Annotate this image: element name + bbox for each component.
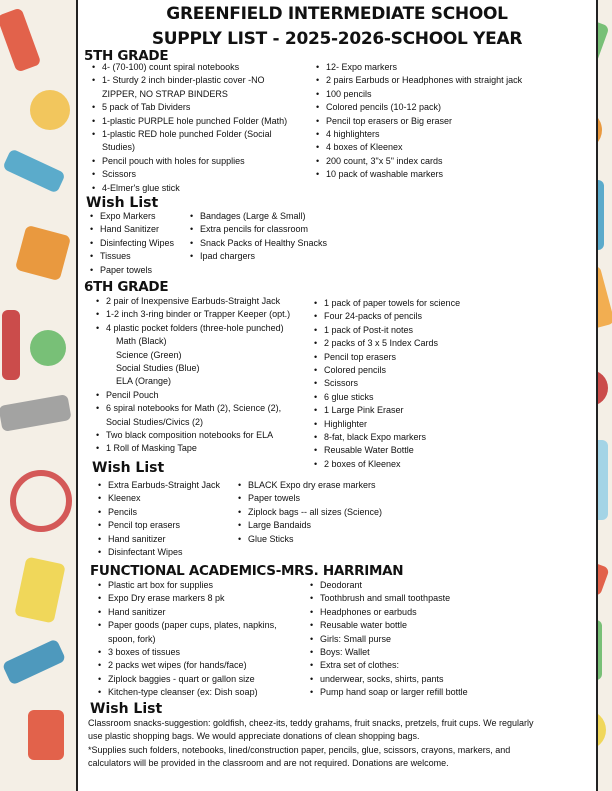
list-item: • Paper goods (paper cups, plates, napkins, spoon, fork) <box>98 619 298 646</box>
grade5-wish-left <box>90 210 190 277</box>
list-item: • 6 spiral notebooks for Math (2), Science (2), Social Studies/Civics (2) <box>96 402 306 429</box>
grade5-heading: 5TH GRADE <box>84 48 169 64</box>
list-item: • Tissues <box>90 250 190 263</box>
functional-heading: FUNCTIONAL ACADEMICS-MRS. HARRIMAN <box>90 563 404 579</box>
functional-list-right <box>310 579 530 700</box>
list-item: • 2 packs of 3 x 5 Index Cards <box>314 337 554 350</box>
list-item: • Boys: Wallet <box>310 646 530 659</box>
list-item: • Kitchen-type cleanser (ex: Dish soap) <box>98 686 298 699</box>
list-item: • Glue Sticks <box>238 533 478 546</box>
list-item: • 2 pairs Earbuds or Headphones with straight jack <box>316 74 586 87</box>
grade5-list-right <box>316 61 586 182</box>
list-item: • 12- Expo markers <box>316 61 586 74</box>
grade6-wish-right <box>238 479 478 546</box>
list-item: • Reusable Water Bottle <box>314 444 554 457</box>
grade6-list-left <box>96 295 306 456</box>
list-item: • 1- Sturdy 2 inch binder-plastic cover -NO ZIPPER, NO STRAP BINDERS <box>92 74 292 101</box>
list-item: • BLACK Expo dry erase markers <box>238 479 478 492</box>
list-item: • 1 Roll of Masking Tape <box>96 442 306 455</box>
list-item: • 3 boxes of tissues <box>98 646 298 659</box>
grade6-wish-heading: Wish List <box>92 460 165 476</box>
list-item: • Large Bandaids <box>238 519 478 532</box>
list-item: • Extra Earbuds-Straight Jack <box>98 479 233 492</box>
list-item: • 1-plastic PURPLE hole punched Folder (Math) <box>92 115 292 128</box>
list-item: • Toothbrush and small toothpaste <box>310 592 530 605</box>
list-item: • Ziplock baggies - quart or gallon size <box>98 673 298 686</box>
school-title: GREENFIELD INTERMEDIATE SCHOOL <box>166 4 508 24</box>
list-item: • underwear, socks, shirts, pants <box>310 673 530 686</box>
list-item: • Two black composition notebooks for ELA <box>96 429 306 442</box>
list-item: • Hand sanitizer <box>98 533 233 546</box>
list-item: • 5 pack of Tab Dividers <box>92 101 292 114</box>
list-item: • 4 highlighters <box>316 128 586 141</box>
folder-item: Social Studies (Blue) <box>116 363 200 374</box>
folder-item: ELA (Orange) <box>116 376 172 387</box>
list-item: • Paper towels <box>238 492 478 505</box>
list-item: • Ziplock bags -- all sizes (Science) <box>238 506 478 519</box>
list-item: • Four 24-packs of pencils <box>314 310 554 323</box>
grade5-wish-right <box>190 210 370 264</box>
list-item: • 1-plastic RED hole punched Folder (Social Studies) <box>92 128 292 155</box>
supply-list-page <box>76 0 598 791</box>
grade5-list-left <box>92 61 292 195</box>
list-item: • 2 pair of Inexpensive Earbuds-Straight Jack <box>96 295 306 308</box>
list-item: • Expo Markers <box>90 210 190 223</box>
list-item: • 8-fat, black Expo markers <box>314 431 554 444</box>
list-item: • Pencil top erasers <box>314 351 554 364</box>
folder-item: Math (Black) <box>116 336 167 347</box>
list-item: • 4 plastic pocket folders (three-hole punched) <box>96 322 306 335</box>
list-item: • Paper towels <box>90 264 190 277</box>
list-item: • 200 count, 3"x 5" index cards <box>316 155 586 168</box>
list-item: • Colored pencils (10-12 pack) <box>316 101 586 114</box>
supplies-note: *Supplies such folders, notebooks, lined/construction paper, pencils, glue, scissors, crayons, markers, and calculators will be provided in the classroom and are not required. Donations are welcome. <box>88 745 511 769</box>
functional-wish-heading: Wish List <box>90 701 163 717</box>
doodle-border-left <box>0 0 80 791</box>
functional-list-left <box>98 579 298 700</box>
list-item: • 1 Large Pink Eraser <box>314 404 554 417</box>
grade5-wish-heading: Wish List <box>86 195 159 211</box>
list-item: • 1-2 inch 3-ring binder or Trapper Keeper (opt.) <box>96 308 306 321</box>
list-item: • Girls: Small purse <box>310 633 530 646</box>
list-item: • 4- (70-100) count spiral notebooks <box>92 61 292 74</box>
list-item: • Pencils <box>98 506 233 519</box>
list-item: • Deodorant <box>310 579 530 592</box>
list-item: • Extra set of clothes: <box>310 659 530 672</box>
list-item: • Scissors <box>314 377 554 390</box>
list-item: • Plastic art box for supplies <box>98 579 298 592</box>
list-item: • 4-Elmer's glue stick <box>92 182 292 195</box>
list-item: • 2 boxes of Kleenex <box>314 458 554 471</box>
list-item: • 6 glue sticks <box>314 391 554 404</box>
list-item: • Bandages (Large & Small) <box>190 210 370 223</box>
list-item: • Extra pencils for classroom <box>190 223 370 236</box>
list-item: • Reusable water bottle <box>310 619 530 632</box>
list-item: • Ipad chargers <box>190 250 370 263</box>
list-item: • 1 pack of Post-it notes <box>314 324 554 337</box>
list-item: • 10 pack of washable markers <box>316 168 586 181</box>
list-item: • Pencil top erasers <box>98 519 233 532</box>
list-item: • Pump hand soap or larger refill bottle <box>310 686 530 699</box>
list-item: • 2 packs wet wipes (for hands/face) <box>98 659 298 672</box>
list-item: • Pencil pouch with holes for supplies <box>92 155 292 168</box>
list-item: • Headphones or earbuds <box>310 606 530 619</box>
list-item: • Highlighter <box>314 418 554 431</box>
list-item: • Hand Sanitizer <box>90 223 190 236</box>
list-item: • Snack Packs of Healthy Snacks <box>190 237 370 250</box>
grade6-wish-left <box>98 479 233 559</box>
list-item: • 4 boxes of Kleenex <box>316 141 586 154</box>
list-item: • Pencil Pouch <box>96 389 306 402</box>
list-item: • Scissors <box>92 168 292 181</box>
list-title: SUPPLY LIST - 2025-2026-SCHOOL YEAR <box>151 29 523 49</box>
list-item: • Kleenex <box>98 492 233 505</box>
list-item: • 100 pencils <box>316 88 586 101</box>
list-item: • Hand sanitizer <box>98 606 298 619</box>
list-item: • Pencil top erasers or Big eraser <box>316 115 586 128</box>
list-item: • Expo Dry erase markers 8 pk <box>98 592 298 605</box>
list-item: • Disinfecting Wipes <box>90 237 190 250</box>
list-item: • Disinfectant Wipes <box>98 546 233 559</box>
grade6-heading: 6TH GRADE <box>84 279 169 295</box>
folder-item: Science (Green) <box>116 349 182 360</box>
list-item: • Colored pencils <box>314 364 554 377</box>
grade6-list-right <box>314 297 554 471</box>
snacks-note: Classroom snacks-suggestion: goldfish, cheez-its, teddy grahams, fruit snacks, pretzels, fruit cups. We regularly use plastic shopping bags. We would appreciate donations of clean shopping bags. <box>88 718 534 742</box>
list-item: • 1 pack of paper towels for science <box>314 297 554 310</box>
